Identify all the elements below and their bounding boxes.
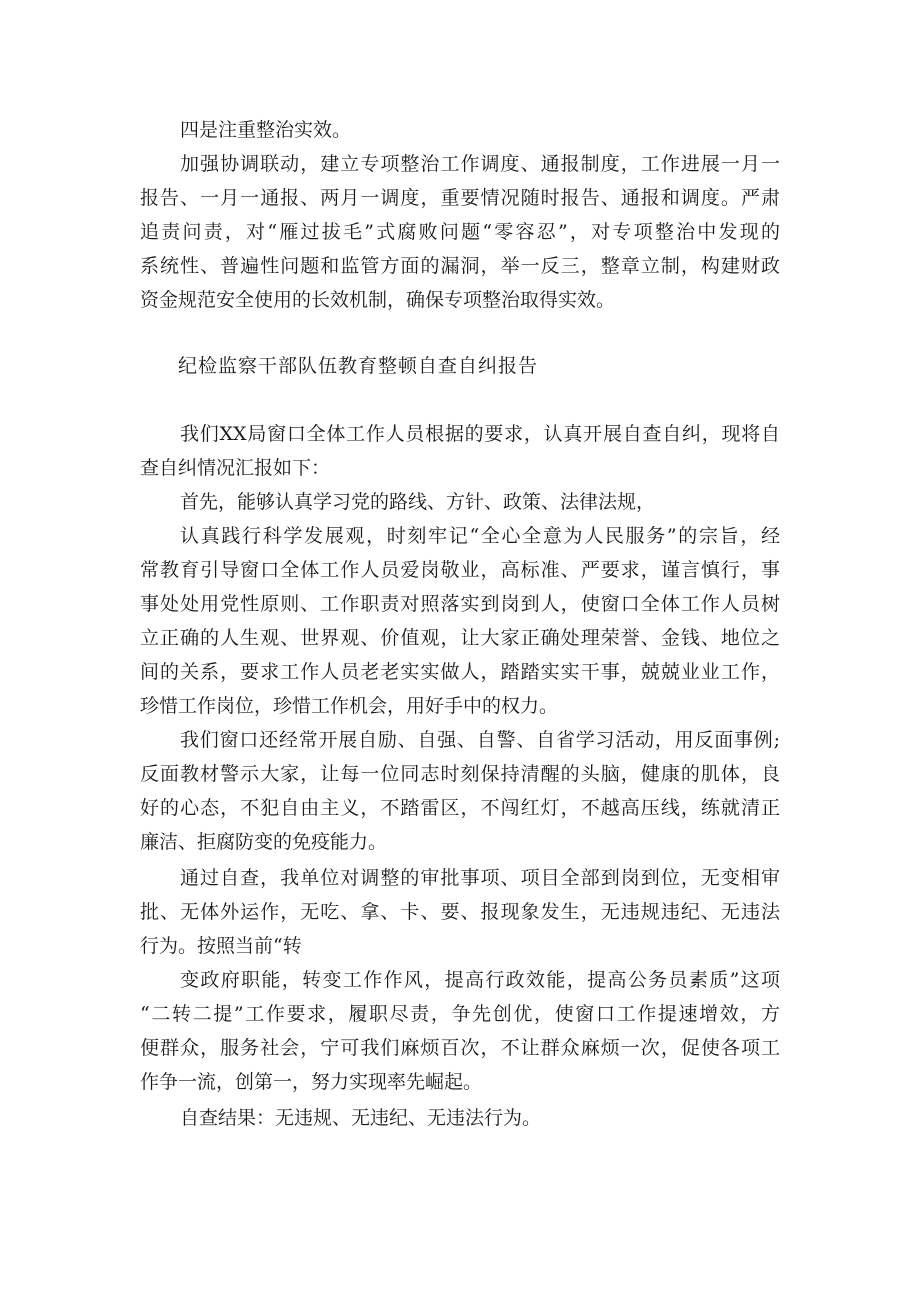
paragraph-line: 查自纠情况汇报如下： [140, 457, 331, 479]
paragraph-line: 认真践行科学发展观，时刻牢记“全心全意为人民服务”的宗旨，经 [180, 525, 780, 547]
paragraph-line: 事处处用党性原则、工作职责对照落实到岗到人，使窗口全体工作人员树 [140, 593, 780, 615]
paragraph-line: 加强协调联动，建立专项整治工作调度、通报制度，工作进展一月一 [180, 153, 780, 175]
section-heading: 四是注重整治实效。 [180, 119, 352, 141]
paragraph-line: 作争一流，创第一，努力实现率先崛起。 [140, 1071, 483, 1093]
paragraph-line: 首先，能够认真学习党的路线、方针、政策、法律法规， [180, 491, 656, 513]
paragraph-line: 我们窗口还经常开展自励、自强、自警、自省学习活动，用反面事例; [180, 729, 780, 751]
conclusion-line: 自查结果：无违规、无违纪、无违法行为。 [180, 1107, 542, 1129]
paragraph-line: 通过自查，我单位对调整的审批事项、项目全部到岗到位，无变相审 [180, 867, 780, 889]
paragraph-line: “二转二提”工作要求，履职尽责，争先创优，使窗口工作提速增效，方 [140, 1003, 780, 1025]
paragraph-line: 批、无体外运作，无吃、拿、卡、要、报现象发生，无违规违纪、无违法 [140, 901, 780, 923]
paragraph-line: 追责问责，对“雁过拔毛”式腐败问题“零容忍”，对专项整治中发现的 [140, 221, 780, 243]
paragraph-line: 报告、一月一通报、两月一调度，重要情况随时报告、通报和调度。严肃 [140, 187, 780, 209]
paragraph-line: 资金规范安全使用的长效机制，确保专项整治取得实效。 [140, 289, 616, 311]
paragraph-line: 好的心态，不犯自由主义，不踏雷区，不闯红灯，不越高压线，练就清正 [140, 797, 780, 819]
paragraph-line: 常教育引导窗口全体工作人员爱岗敬业，高标准、严要求，谨言慎行，事 [140, 559, 780, 581]
report-title: 纪检监察干部队伍教育整顿自查自纠报告 [178, 355, 539, 377]
paragraph-line: 间的关系，要求工作人员老老实实做人，踏踏实实干事，兢兢业业工作， [140, 661, 780, 683]
paragraph-line: 变政府职能，转变工作作风，提高行政效能，提高公务员素质”这项 [180, 969, 780, 991]
paragraph-line: 我们XX局窗口全体工作人员根据的要求，认真开展自查自纠，现将自 [180, 423, 780, 445]
paragraph-line: 行为。按照当前“转 [140, 935, 302, 957]
paragraph-line: 反面教材警示大家，让每一位同志时刻保持清醒的头脑，健康的肌体，良 [140, 763, 780, 785]
paragraph-line: 廉洁、拒腐防变的免疫能力。 [140, 831, 388, 853]
paragraph-line: 系统性、普遍性问题和监管方面的漏洞，举一反三，整章立制，构建财政 [140, 255, 780, 277]
paragraph-line: 立正确的人生观、世界观、价值观，让大家正确处理荣誉、金钱、地位之 [140, 627, 780, 649]
paragraph-line: 珍惜工作岗位，珍惜工作机会，用好手中的权力。 [140, 695, 559, 717]
paragraph-line: 便群众，服务社会，宁可我们麻烦百次，不让群众麻烦一次，促使各项工 [140, 1037, 780, 1059]
